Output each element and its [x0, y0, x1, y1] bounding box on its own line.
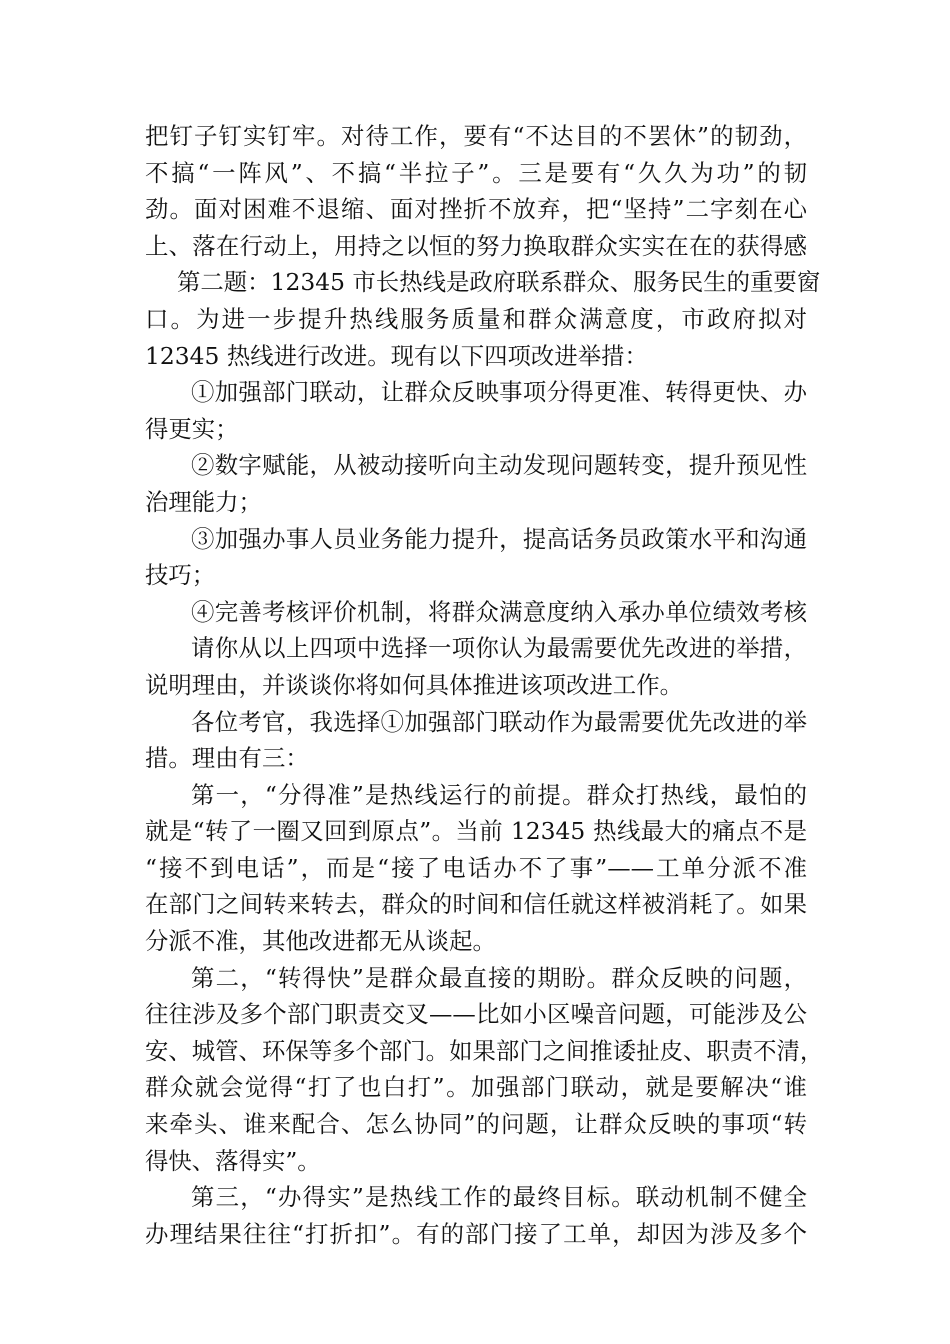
text-line: 第二题：12345 市长热线是政府联系群众、服务民生的重要窗	[177, 268, 821, 297]
text-line: 请你从以上四项中选择一项你认为最需要优先改进的举措，	[191, 634, 807, 663]
text-line: 劲。面对困难不退缩、面对挫折不放弃，把“坚持”二字刻在心	[145, 195, 807, 224]
text-line: 往往涉及多个部门职责交叉——比如小区噪音问题，可能涉及公	[145, 1000, 807, 1029]
text-line: 口。为进一步提升热线服务质量和群众满意度，市政府拟对	[145, 304, 807, 333]
text-line: ②数字赋能，从被动接听向主动发现问题转变，提升预见性	[191, 451, 807, 480]
text-line: 把钉子钉实钉牢。对待工作，要有“不达目的不罢休”的韧劲，	[145, 122, 807, 150]
text-line: 分派不准，其他改进都无从谈起。	[145, 927, 496, 956]
text-line: 不搞“一阵风”、不搞“半拉子”。三是要有“久久为功”的韧	[145, 158, 807, 187]
text-line: 在部门之间转来转去，群众的时间和信任就这样被消耗了。如果	[145, 890, 807, 919]
text-line: 说明理由，并谈谈你将如何具体推进该项改进工作。	[145, 670, 683, 699]
text-line: ③加强办事人员业务能力提升，提高话务员政策水平和沟通	[191, 524, 807, 553]
text-line: 群众就会觉得“打了也白打”。加强部门联动，就是要解决“谁	[145, 1073, 807, 1102]
text-line: 第二，“转得快”是群众最直接的期盼。群众反映的问题，	[191, 963, 807, 992]
text-line: 上、落在行动上，用持之以恒的努力换取群众实实在在的获得感	[145, 231, 807, 260]
text-line: 第一，“分得准”是热线运行的前提。群众打热线，最怕的	[191, 780, 807, 809]
text-line: 办理结果往往“打折扣”。有的部门接了工单，却因为涉及多个	[145, 1219, 807, 1248]
text-line: 得更实；	[145, 414, 239, 443]
text-line: 安、城管、环保等多个部门。如果部门之间推诿扯皮、职责不清，	[145, 1036, 824, 1065]
text-line: 得快、落得实”。	[145, 1146, 321, 1175]
text-line: 技巧；	[145, 561, 216, 590]
text-line: 措。理由有三：	[145, 744, 309, 773]
text-line: 治理能力；	[145, 487, 262, 516]
text-line: 就是“转了一圈又回到原点”。当前 12345 热线最大的痛点不是	[145, 817, 807, 846]
text-line: ④完善考核评价机制，将群众满意度纳入承办单位绩效考核	[191, 597, 807, 626]
document-body	[145, 118, 824, 1252]
text-lines	[145, 118, 824, 1252]
text-line: 12345 热线进行改进。现有以下四项改进举措：	[145, 341, 648, 370]
text-line: ①加强部门联动，让群众反映事项分得更准、转得更快、办	[191, 378, 807, 407]
text-line: 各位考官，我选择①加强部门联动作为最需要优先改进的举	[191, 707, 807, 736]
text-line: 来牵头、谁来配合、怎么协同”的问题，让群众反映的事项“转	[145, 1110, 807, 1139]
text-line: 第三，“办得实”是热线工作的最终目标。联动机制不健全	[191, 1183, 807, 1212]
text-line: “接不到电话”，而是“接了电话办不了事”——工单分派不准	[145, 853, 807, 882]
